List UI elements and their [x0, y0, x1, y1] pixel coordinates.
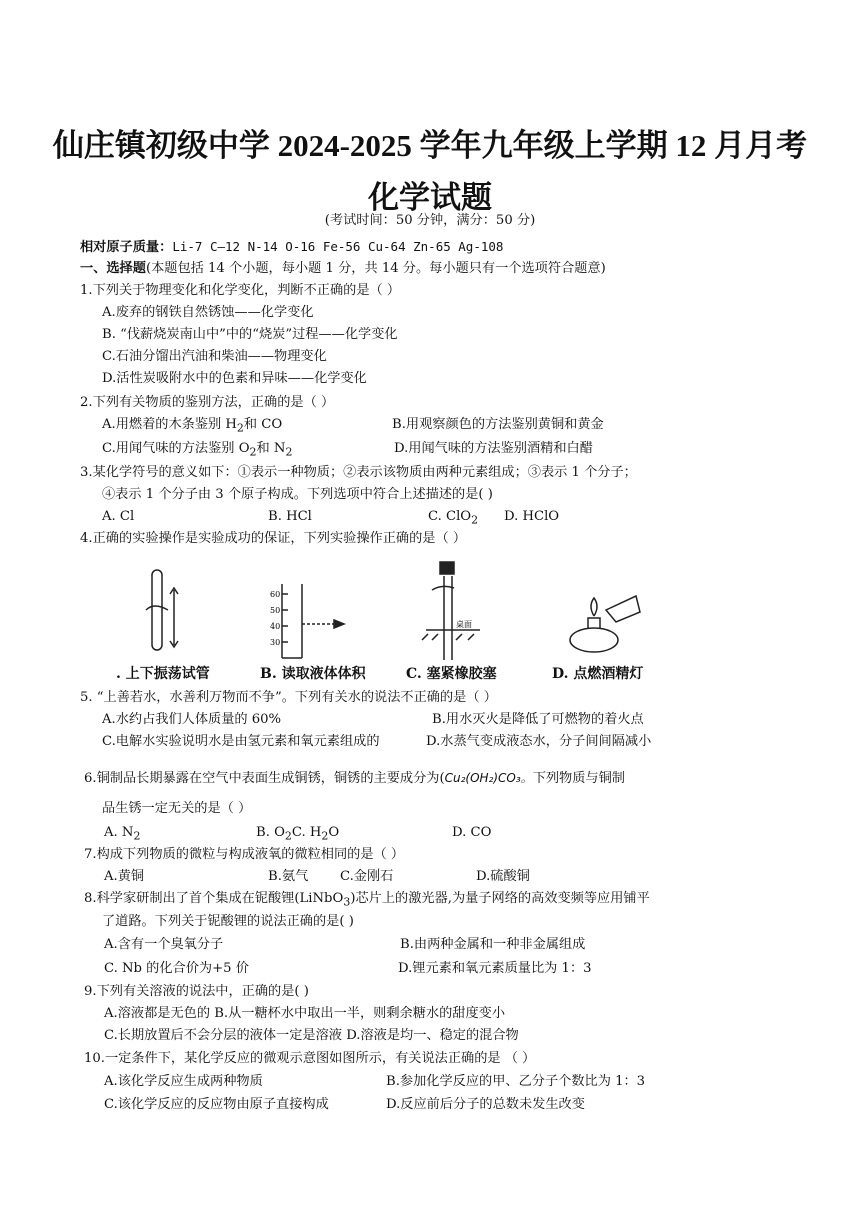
- q1-stem: 1.下列关于物理变化和化学变化，判断不正确的是（ ）: [80, 283, 401, 298]
- q7-option-d: D.硫酸铜: [476, 869, 530, 884]
- stopper-tube-icon: [422, 562, 480, 660]
- page-title: 仙庄镇初级中学 2024-2025 学年九年级上学期 12 月月考: [52, 128, 808, 163]
- q1-option-d: D.活性炭吸附水中的色素和异味——化学变化: [102, 371, 367, 386]
- q6-option-d: D. CO: [452, 825, 492, 840]
- q6-stem-line1: 6.铜制品长期暴露在空气中表面生成铜锈，铜锈的主要成分为(Cu₂(OH₂)CO₃。下列物质与铜制: [84, 771, 625, 786]
- caption-b: B. 读取液体体积: [260, 666, 366, 682]
- q4-stem: 4.正确的实验操作是实验成功的保证，下列实验操作正确的是（ ）: [80, 531, 467, 546]
- test-tube-icon: [146, 570, 178, 650]
- section-heading: [80, 260, 606, 278]
- q5-option-d: D.水蒸气变成液态水，分子间间隔减小: [426, 734, 652, 749]
- atomic-mass-label: 相对原子质量：: [80, 240, 173, 255]
- q10-option-d: D.反应前后分子的总数未发生改变: [386, 1097, 585, 1112]
- q6-option-a: A. $N_2$: [104, 825, 141, 843]
- q2-option-c: C.用闻气味的方法鉴别 $O_2$和 $N_2$: [102, 441, 293, 459]
- q10-stem: 10.一定条件下，某化学反应的微观示意图如图所示，有关说法正确的是 （ ）: [84, 1051, 536, 1066]
- q9-option-cd: C.长期放置后不会分层的液体一定是溶液 D.溶液是均一、稳定的混合物: [104, 1028, 519, 1043]
- exam-info: (考试时间：50 分钟，满分：50 分): [324, 213, 536, 228]
- read-volume-figure: [270, 580, 360, 660]
- q9-option-ab: A.溶液都是无色的 B.从一糖杯水中取出一半，则剩余糖水的甜度变小: [104, 1006, 506, 1021]
- q3-option-b: B. HCl: [268, 509, 312, 524]
- atomic-mass-line: [80, 238, 503, 257]
- q8-stem-line1: 8.科学家研制出了首个集成在铌酸锂(LiNbO$_3$)芯片上的激光器,为量子网络的高效变频等应用铺平: [84, 891, 650, 909]
- q5-option-b: B.用水灭火是降低了可燃物的着火点: [432, 712, 644, 727]
- caption-a: . 上下振荡试管: [116, 666, 210, 682]
- q3-option-d: D. HClO: [504, 509, 560, 524]
- q6-formula: Cu₂(OH₂)CO₃。: [444, 771, 533, 785]
- q7-option-b: B.氨气: [268, 869, 309, 884]
- q3-option-a: A. Cl: [102, 509, 135, 524]
- q5-option-a: A.水约占我们人体质量的 60%: [102, 712, 282, 727]
- q10-option-c: C.该化学反应的反应物由原子直接构成: [104, 1097, 329, 1112]
- q7-stem: 7.构成下列物质的微粒与构成液氧的微粒相同的是（ ）: [84, 847, 405, 862]
- q3-stem-line2: ④表示 1 个分子由 3 个原子构成。下列选项中符合上述描述的是( ): [102, 487, 493, 502]
- caption-d: D. 点燃酒精灯: [552, 666, 644, 682]
- section-note: (本题包括 14 个小题，每小题 1 分，共 14 分。每小题只有一个选项符合题意): [145, 261, 606, 276]
- alcohol-lamp-figure: [566, 590, 646, 660]
- q5-stem: 5. “上善若水，水善利万物而不争”。下列有关水的说法不正确的是（ ）: [80, 690, 497, 705]
- q7-option-a: A.黄铜: [104, 869, 145, 884]
- q2-stem: 2.下列有关物质的鉴别方法，正确的是（ ）: [80, 395, 335, 410]
- q5-option-c: C.电解水实验说明水是由氢元素和氧元素组成的: [102, 734, 380, 749]
- page-subtitle: 化学试题: [368, 180, 492, 215]
- q2-option-a: A.用燃着的木条鉴别 $H_2$和 CO: [102, 417, 283, 435]
- q8-option-d: D.锂元素和氧元素质量比为 1：3: [398, 961, 592, 976]
- q10-option-a: A.该化学反应生成两种物质: [104, 1074, 263, 1089]
- q1-option-c: C.石油分馏出汽油和柴油——物理变化: [102, 349, 327, 364]
- q2-option-d: D.用闻气味的方法鉴别酒精和白醋: [394, 441, 593, 456]
- q3-stem-line1: 3.某化学符号的意义如下：①表示一种物质；②表示该物质由两种元素组成；③表示 1 个分子；: [80, 465, 637, 480]
- q9-stem: 9.下列有关溶液的说法中，正确的是( ): [84, 984, 309, 999]
- table-label: 桌面: [456, 620, 472, 629]
- q10-option-b: B.参加化学反应的甲、乙分子个数比为 1：3: [386, 1074, 646, 1089]
- q1-option-b: B. “伐薪烧炭南山中”中的“烧炭”过程——化学变化: [102, 327, 398, 342]
- shake-test-tube-figure: [130, 560, 190, 660]
- q3-option-c: C. ClO$_2$: [428, 509, 479, 527]
- scale-40: 40: [270, 622, 281, 631]
- insert-stopper-figure: [418, 560, 488, 664]
- alcohol-lamp-icon: [570, 596, 640, 652]
- atomic-mass-values: Li-7 C—12 N-14 O-16 Fe-56 Cu-64 Zn-65 Ag-108: [172, 239, 504, 254]
- scale-30: 30: [270, 638, 281, 647]
- q6-stem-line2: 品生锈一定无关的是（ ）: [102, 801, 252, 816]
- q7-option-c: C.金刚石: [340, 869, 394, 884]
- scale-50: 50: [270, 606, 281, 615]
- q8-option-a: A.含有一个臭氧分子: [104, 937, 224, 952]
- section-title: 一、选择题: [80, 261, 146, 276]
- q1-option-a: A.废弃的钢铁自然锈蚀——化学变化: [102, 305, 314, 320]
- q6-option-bc: B. $O_2C$. $H_2O$: [256, 825, 340, 843]
- q8-option-c: C. Nb 的化合价为+5 价: [104, 961, 249, 976]
- q8-option-b: B.由两种金属和一种非金属组成: [400, 937, 586, 952]
- q8-stem-line2: 了道路。下列关于铌酸锂的说法正确的是( ): [102, 914, 354, 929]
- graduated-cylinder-icon: [282, 584, 344, 658]
- q2-option-b: B.用观察颜色的方法鉴别黄铜和黄金: [392, 417, 604, 432]
- scale-60: 60: [270, 590, 281, 599]
- caption-c: C. 塞紧橡胶塞: [406, 666, 497, 682]
